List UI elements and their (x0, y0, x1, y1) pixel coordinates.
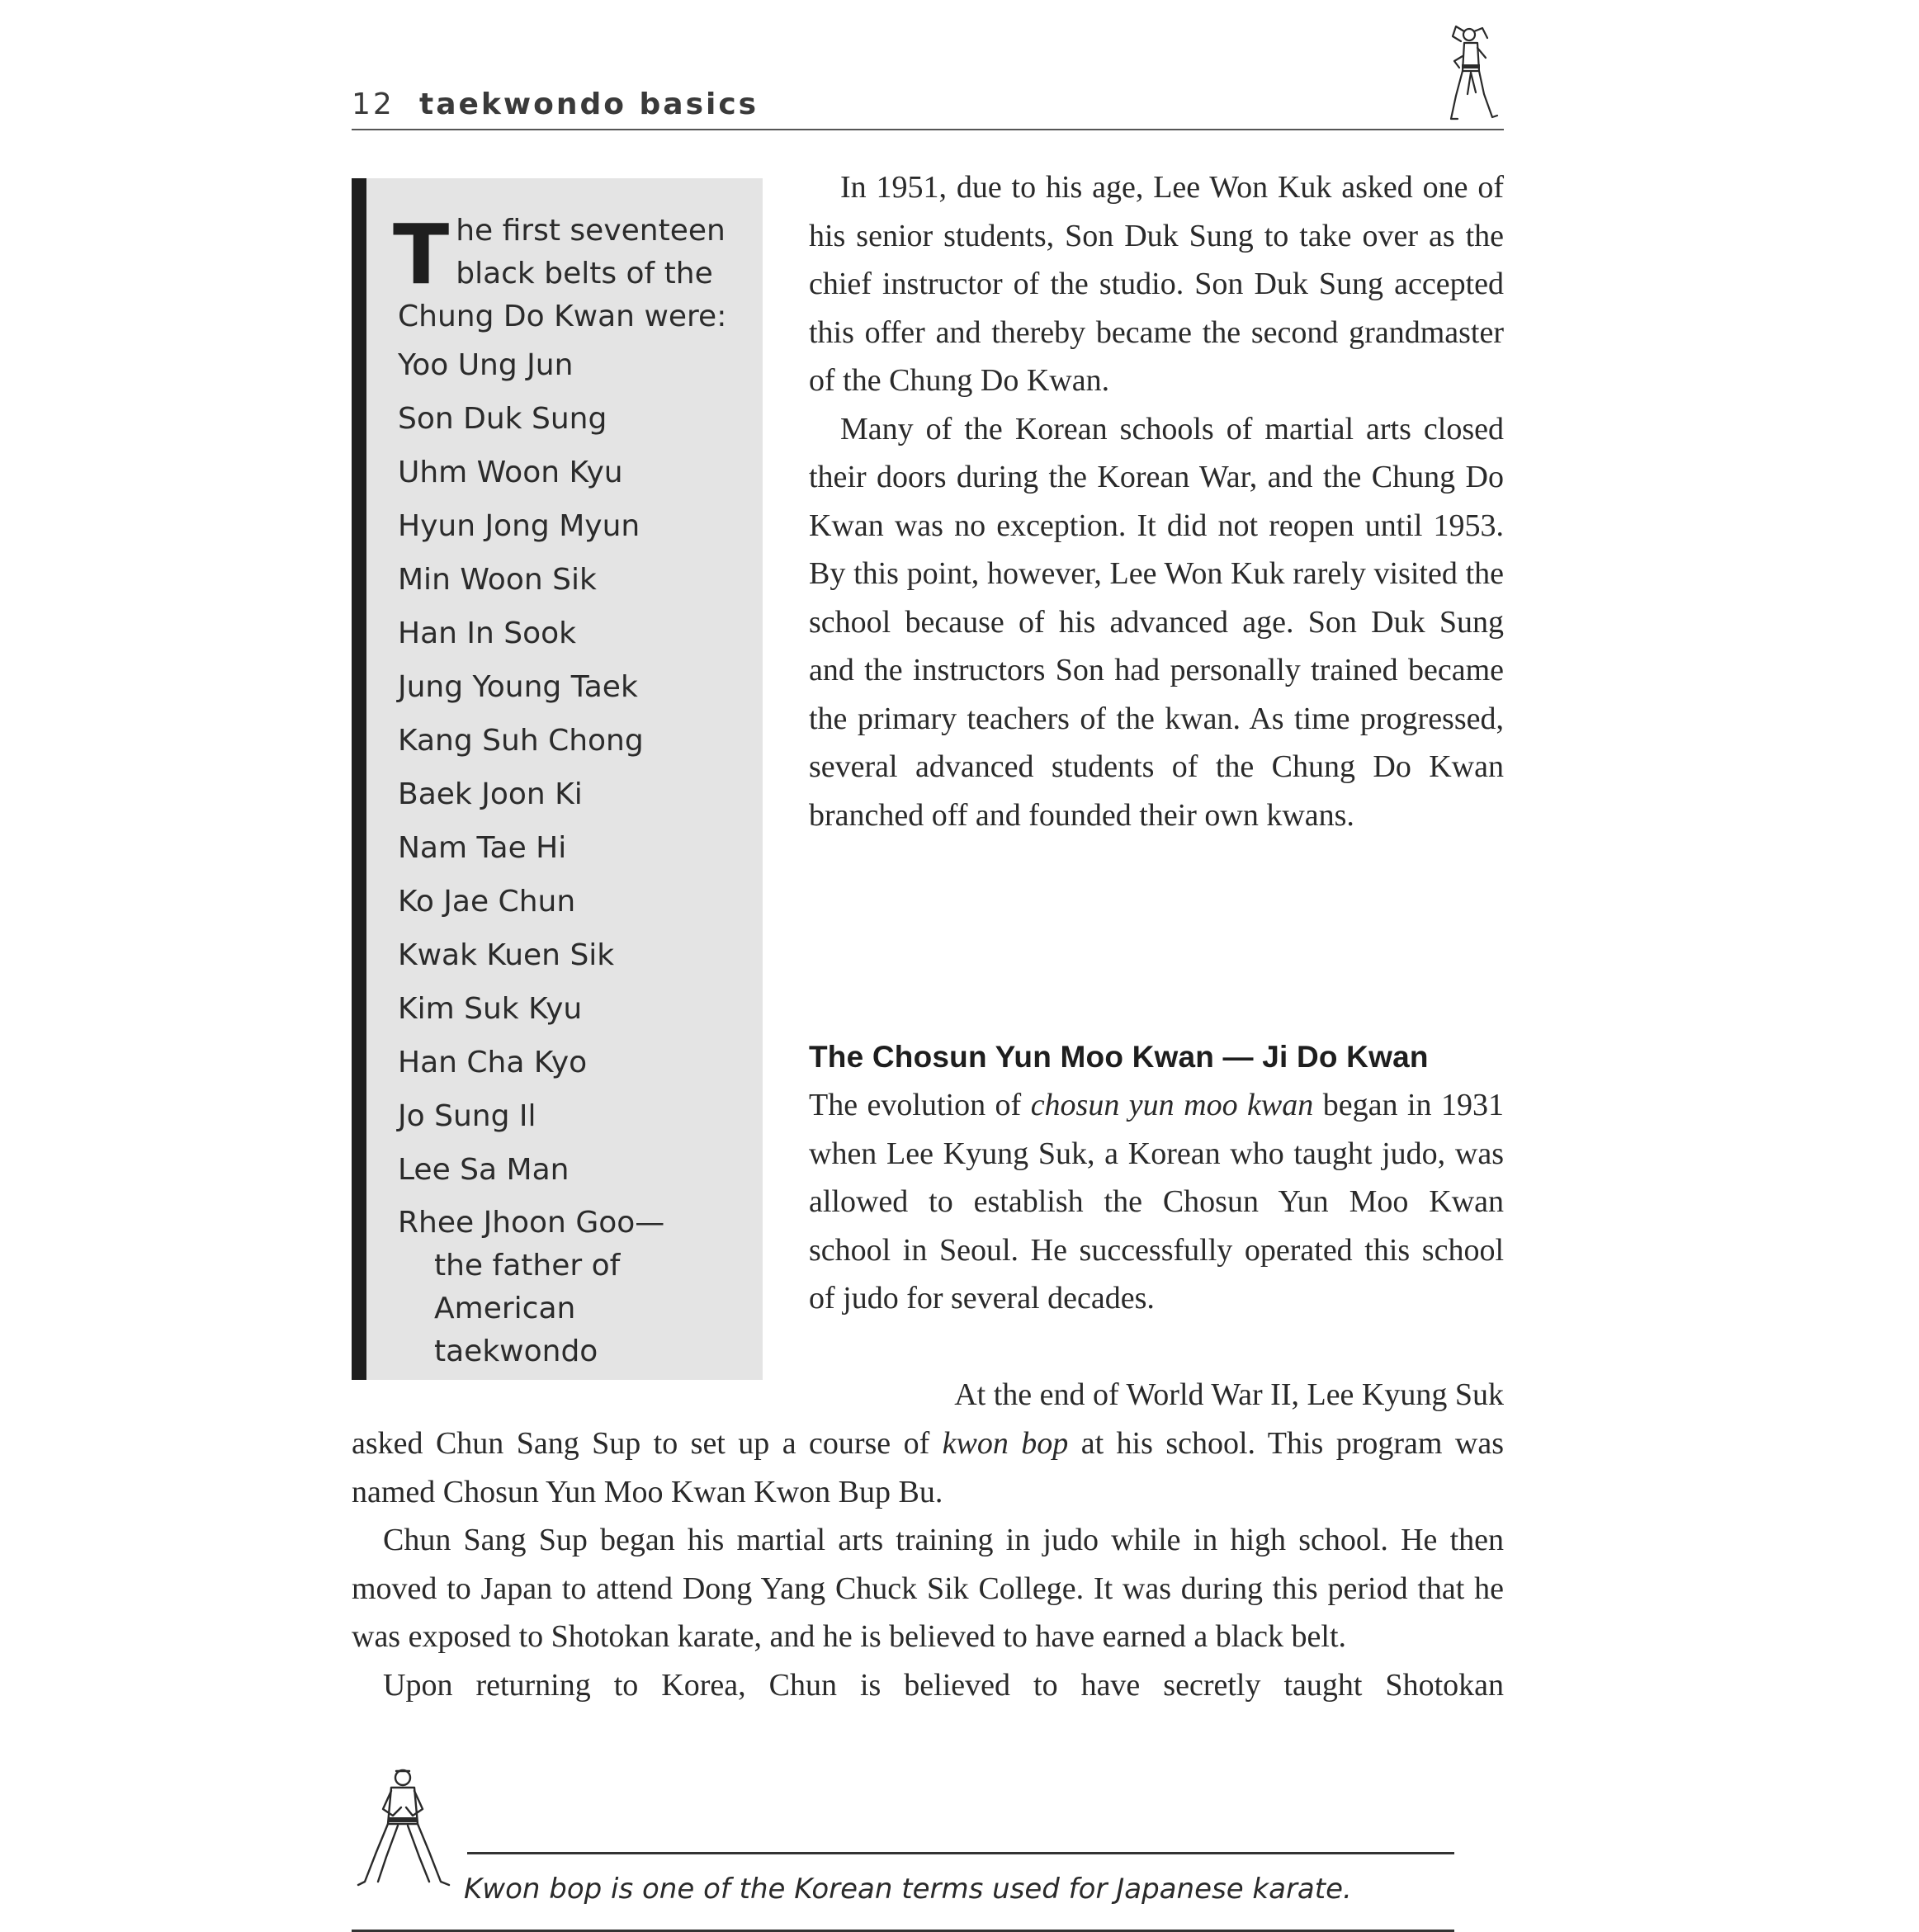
paragraph: Upon returning to Korea, Chun is believed to have secretly taught Shotokan (383, 1667, 1504, 1703)
italic-term: chosun yun moo kwan (1030, 1088, 1314, 1122)
list-item: Uhm Woon Kyu (398, 456, 623, 489)
paragraph-text: asked Chun Sang Sup to set up a course of (352, 1426, 943, 1461)
right-column-text-2 (809, 1081, 1504, 1323)
list-item-last-name: Rhee Jhoon Goo— (398, 1206, 665, 1240)
martial-artist-figure-icon (1446, 23, 1501, 124)
sidebar-accent-bar (352, 178, 366, 1380)
list-item-last (398, 1202, 744, 1373)
paragraph-text: began in 1931 when Lee Kyung Suk, a Korean who taught judo, was allowed to establish the Chosun Yun Moo Kwan school in Seoul. He successfully operated this school of judo for several decades. (809, 1088, 1504, 1316)
paragraph: In 1951, due to his age, Lee Won Kuk asked one of his senior students, Son Duk Sung to take over as the chief instructor of the studio. Son Duk Sung accepted this offer and thereby became the second grandmaster of the Chung Do Kwan. (809, 170, 1504, 398)
list-item: Kwak Kuen Sik (398, 938, 615, 972)
sidebar-intro-text: he first seventeen black belts of the Chung Do Kwan were: (398, 214, 727, 333)
sidebar-box (352, 178, 763, 1380)
black-belt-list (398, 338, 744, 1197)
sidebar-text (393, 206, 744, 1373)
list-item: Kang Suh Chong (398, 724, 644, 758)
paragraph-text: The evolution of (809, 1088, 1031, 1122)
paragraph: Chun Sang Sup began his martial arts training in judo while in high school. He then moved to Japan to attend Dong Yang Chuck Sik College. It was during this period that he was exposed to Shotokan karate, and he is believed to have earned a black belt. (352, 1523, 1504, 1654)
list-item: Jo Sung Il (398, 1099, 536, 1133)
list-item: Ko Jae Chun (398, 885, 576, 919)
list-item: Kim Suk Kyu (398, 992, 583, 1026)
sidebar-intro (393, 206, 744, 338)
right-column-text (809, 163, 1504, 839)
martial-artist-stance-icon (355, 1766, 452, 1890)
paragraph: Many of the Korean schools of martial arts closed their doors during the Korean War, and the Chung Do Kwan was no exception. It did not reopen until 1953. By this point, however, Lee Won Kuk rarely visited the school because of his advanced age. Son Duk Sung and the instructors Son had personally trained became the primary teachers of the kwan. As time progressed, several advanced students of the Chung Do Kwan branched off and founded their own kwans. (809, 411, 1504, 833)
header-rule (352, 129, 1504, 130)
list-item: Han Cha Kyo (398, 1046, 588, 1079)
list-item: Han In Sook (398, 616, 577, 650)
footer-rule-top (467, 1852, 1454, 1854)
footnote: Kwon bop is one of the Korean terms used for Japanese karate. (464, 1873, 1352, 1906)
paragraph (352, 1419, 1504, 1516)
dropcap: T (393, 206, 450, 303)
paragraph (809, 1081, 1504, 1323)
list-item: Nam Tae Hi (398, 831, 567, 865)
page-number: 12 (352, 87, 395, 121)
list-item: Yoo Ung Jun (398, 348, 574, 382)
running-header (352, 83, 1504, 129)
running-title: taekwondo basics (419, 87, 759, 121)
list-item: Jung Young Taek (398, 670, 638, 704)
full-width-text (352, 1419, 1504, 1709)
section-heading: The Chosun Yun Moo Kwan — Ji Do Kwan (809, 1040, 1429, 1074)
list-item: Hyun Jong Myun (398, 509, 640, 543)
italic-term: kwon bop (942, 1426, 1069, 1461)
paragraph-text: at his school. This program was named Chosun Yun Moo Kwan Kwon Bup Bu. (352, 1426, 1504, 1509)
list-item-last-note-2: American taekwondo (434, 1292, 598, 1368)
list-item: Baek Joon Ki (398, 777, 583, 811)
paragraph-first-line: At the end of World War II, Lee Kyung Suk (954, 1377, 1504, 1412)
list-item-last-note-1: the father of (434, 1249, 621, 1282)
list-item: Min Woon Sik (398, 563, 597, 597)
list-item: Son Duk Sung (398, 402, 607, 436)
list-item: Lee Sa Man (398, 1153, 570, 1187)
